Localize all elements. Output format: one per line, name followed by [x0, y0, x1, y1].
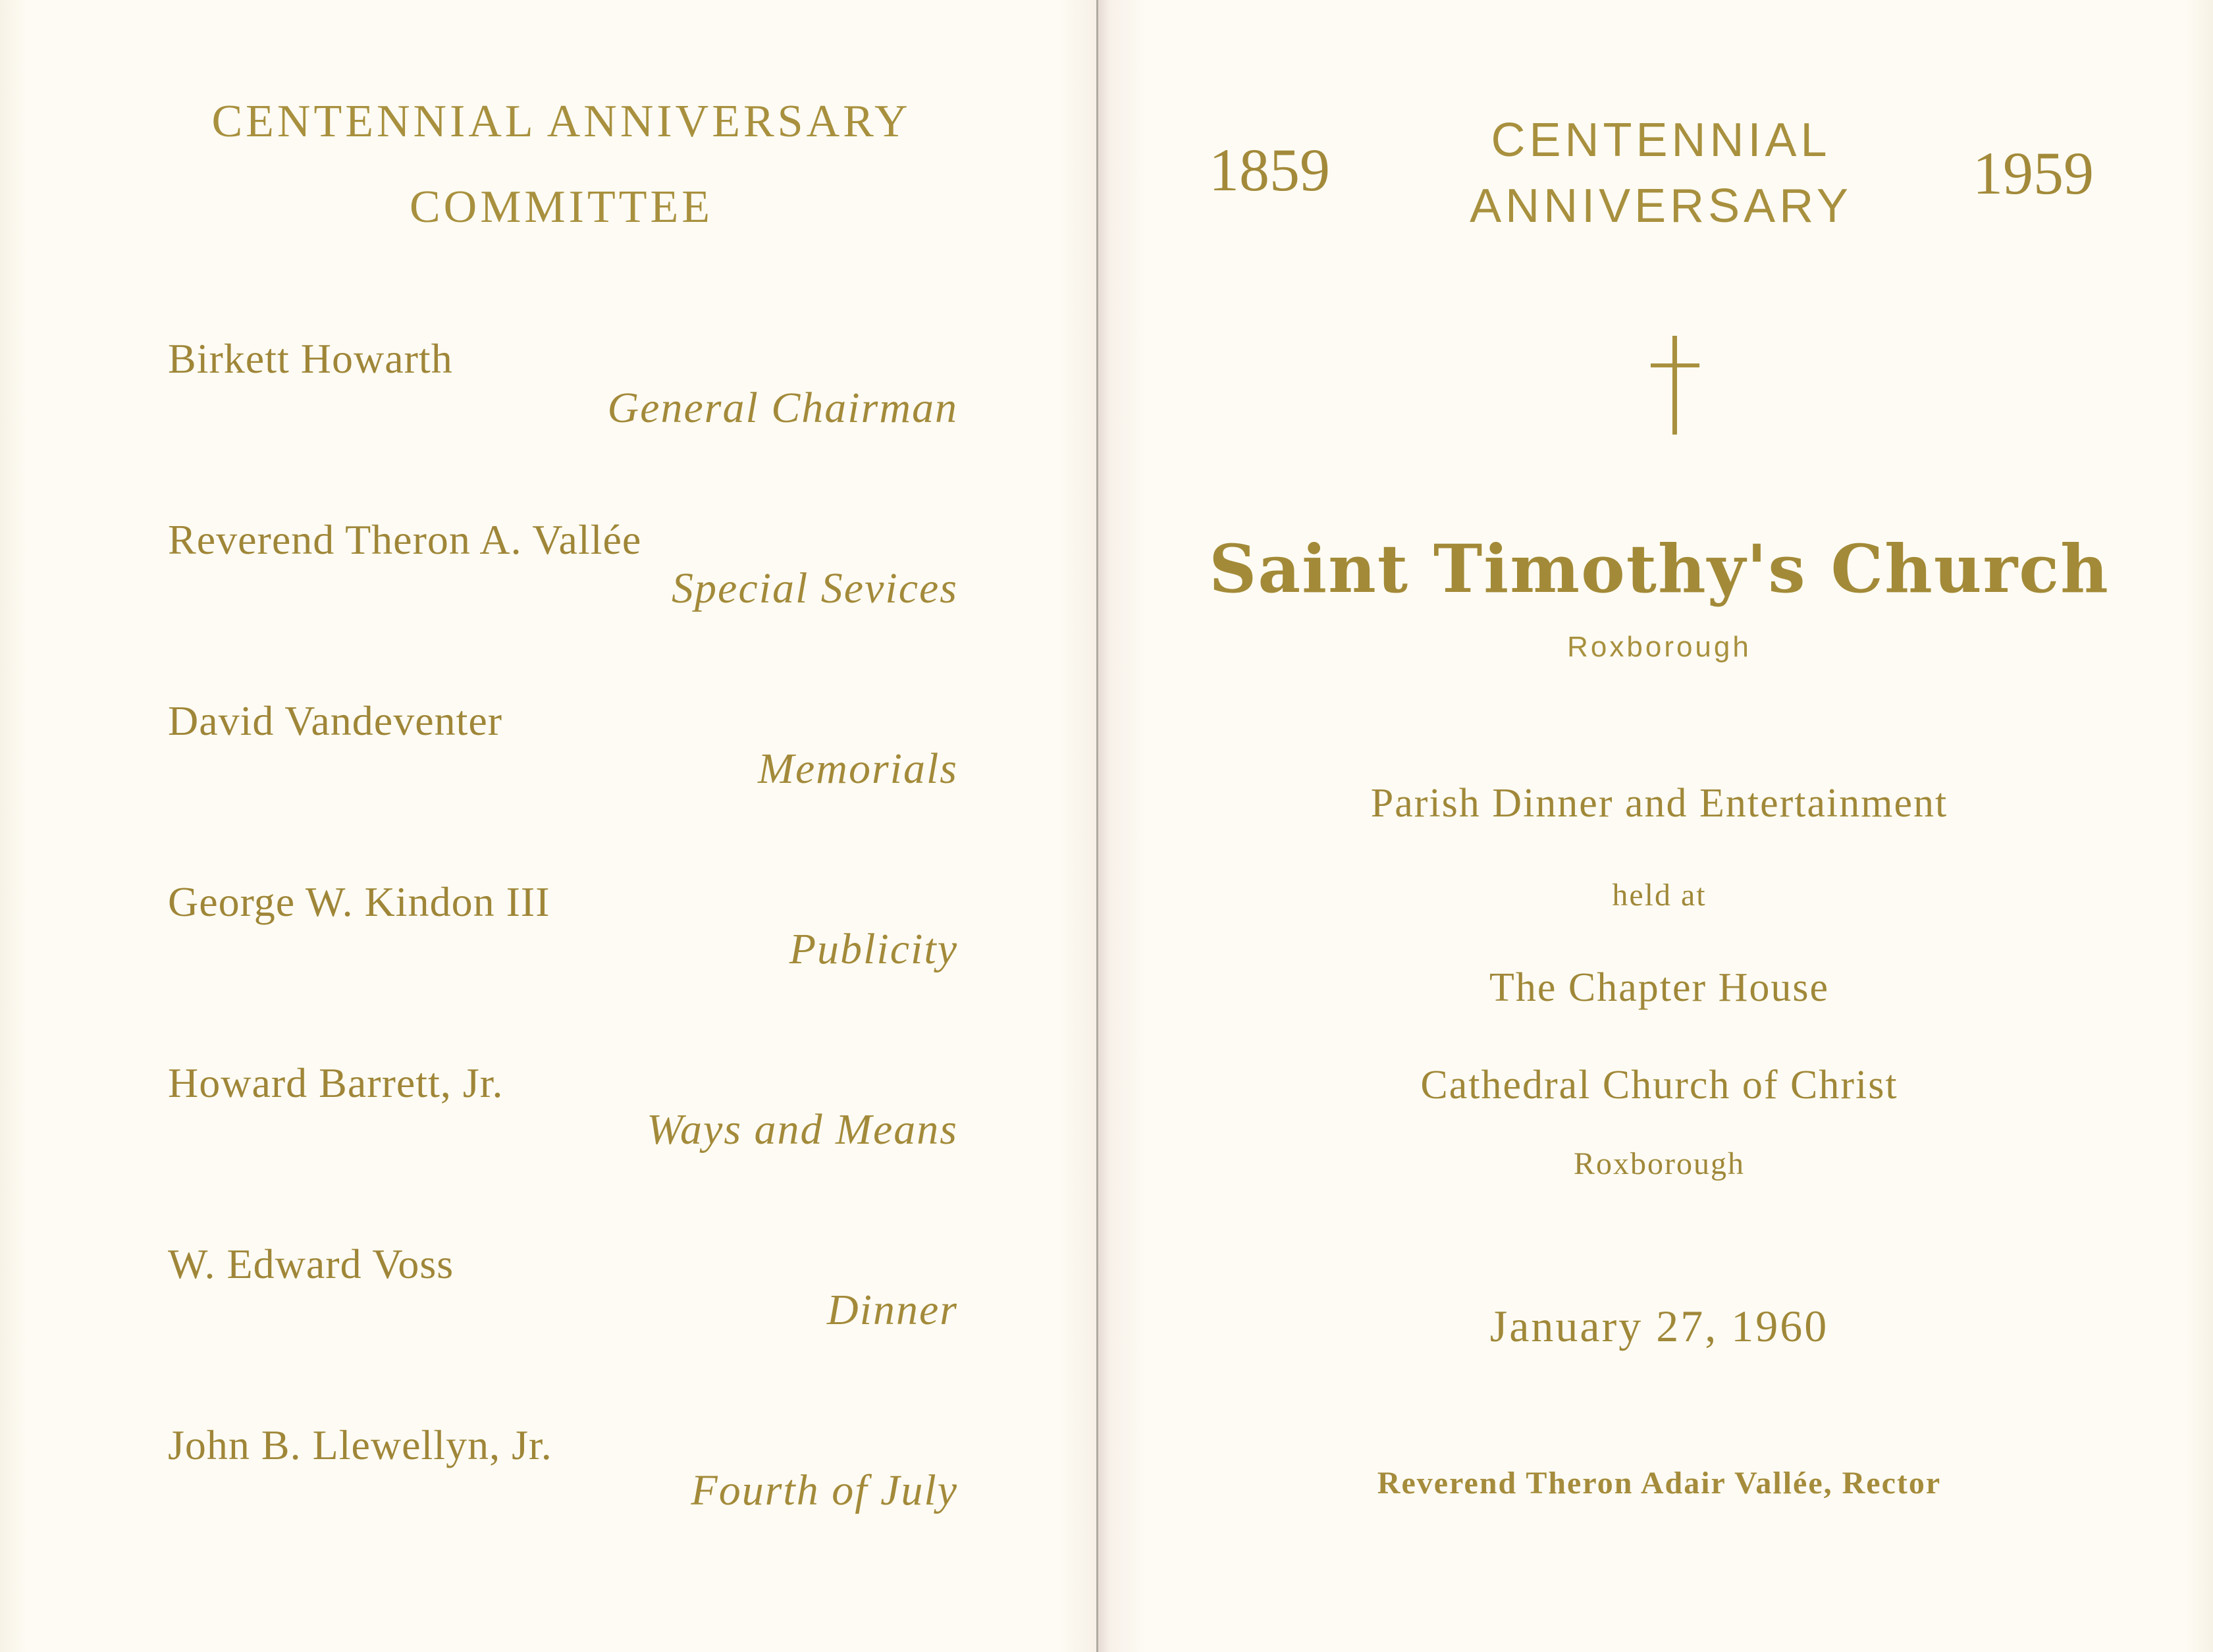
member-role: Memorials — [758, 745, 958, 793]
held-at-label: held at — [1612, 878, 1707, 913]
member-name: David Vandeventer — [168, 697, 503, 744]
venue-line1: The Chapter House — [1489, 965, 1830, 1010]
committee-title-line1: CENTENNIAL ANNIVERSARY — [211, 96, 911, 147]
year-end: 1959 — [1973, 140, 2094, 207]
member-name: Birkett Howarth — [168, 335, 453, 382]
member-name: W. Edward Voss — [168, 1240, 454, 1287]
member-name: Reverend Theron A. Vallée — [168, 516, 642, 563]
rector-line: Reverend Theron Adair Vallée, Rector — [1377, 1466, 1942, 1501]
church-name: Saint Timothy's Church — [1209, 530, 2110, 608]
member-role: Ways and Means — [647, 1106, 958, 1154]
event-date: January 27, 1960 — [1489, 1301, 1829, 1351]
center-fold — [1096, 0, 1098, 1652]
cross-icon — [1651, 336, 1697, 435]
event-title: Parish Dinner and Entertainment — [1370, 781, 1948, 826]
member-name: John B. Llewellyn, Jr. — [168, 1422, 552, 1468]
year-start: 1859 — [1209, 136, 1330, 203]
heading-line1: CENTENNIAL — [1491, 114, 1831, 167]
member-role: Special Sevices — [672, 564, 958, 612]
member-name: George W. Kindon III — [168, 878, 550, 925]
roles-column — [0, 0, 958, 1652]
member-name: Howard Barrett, Jr. — [168, 1059, 504, 1106]
member-role: Dinner — [827, 1286, 958, 1334]
venue-location: Roxborough — [1574, 1146, 1745, 1181]
venue-line2: Cathedral Church of Christ — [1420, 1063, 1898, 1107]
fold-shadow — [1098, 0, 1110, 1652]
member-role: Fourth of July — [691, 1466, 958, 1514]
church-location: Roxborough — [1567, 631, 1751, 663]
member-role: Publicity — [789, 925, 958, 973]
member-role: General Chairman — [607, 384, 958, 432]
heading-line2: ANNIVERSARY — [1470, 180, 1852, 232]
committee-title-line2: COMMITTEE — [409, 182, 714, 232]
